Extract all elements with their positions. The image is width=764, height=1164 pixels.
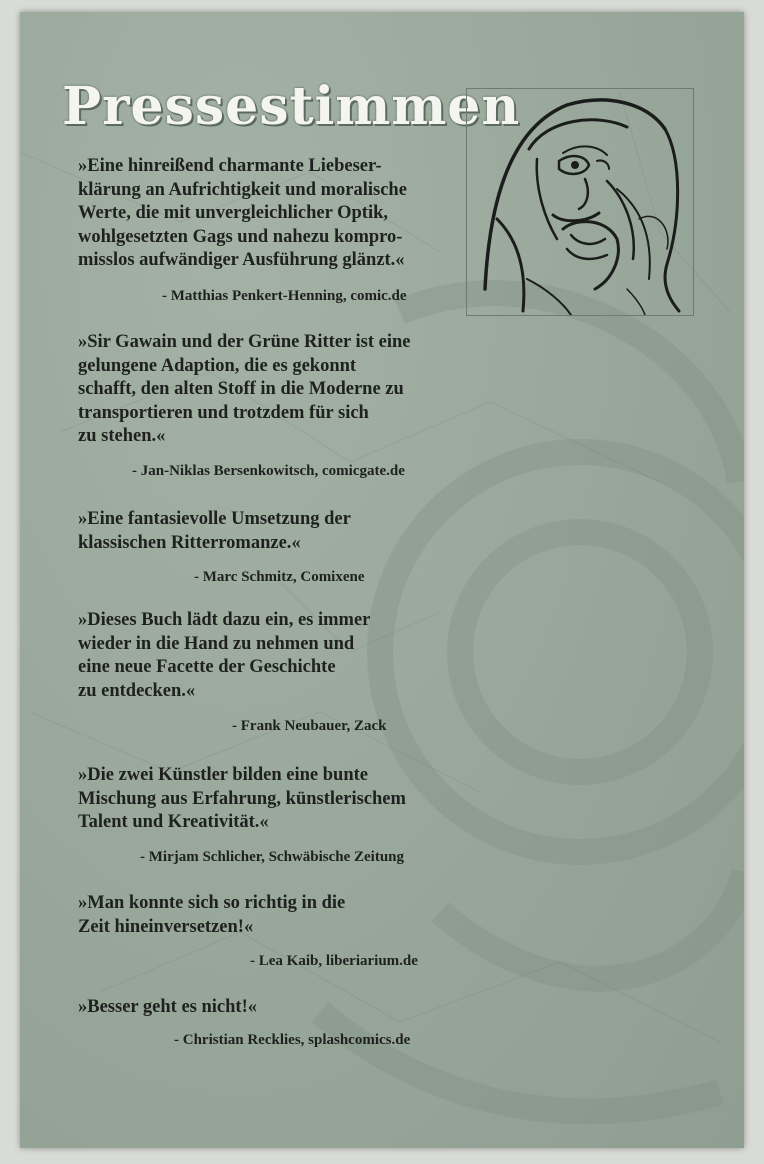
review-source-2: - Jan-Niklas Bersenkowitsch, comicgate.de [132, 463, 405, 479]
review-source-3: - Marc Schmitz, Comixene [194, 569, 365, 585]
review-quote-7: »Besser geht es nicht!« [78, 997, 257, 1017]
review-source-5: - Mirjam Schlicher, Schwäbische Zeitung [140, 849, 405, 865]
review-quote-4: »Dieses Buch lädt dazu ein, es immer wieder in die Hand zu nehmen und eine neue Facette der Geschichte zu entdecken.« [78, 610, 371, 701]
review-quote-1: »Eine hinreißend charmante Liebeser- klärung an Aufrichtigkeit und moralische Werte, die mit unvergleichlicher Optik, wohlgesetzten Gags und nahezu kompro- misslos aufwändiger Ausführung glänzt.« [78, 156, 407, 270]
review-source-6: - Lea Kaib, liberiarium.de [250, 953, 418, 969]
review-quote-5: »Die zwei Künstler bilden eine bunte Mischung aus Erfahrung, künstlerischem Talent und Kreativität.« [78, 765, 406, 832]
press-page [20, 12, 744, 1148]
review-source-7: - Christian Recklies, splashcomics.de [174, 1032, 411, 1048]
review-quote-2: »Sir Gawain und der Grüne Ritter ist eine gelungene Adaption, die es gekonnt schafft, den alten Stoff in die Moderne zu transportieren und trotzdem für sich zu stehen.« [78, 332, 411, 446]
review-source-1: - Matthias Penkert-Henning, comic.de [162, 288, 407, 304]
review-source-4: - Frank Neubauer, Zack [232, 718, 387, 734]
review-quote-6: »Man konnte sich so richtig in die Zeit hineinversetzen!« [78, 893, 346, 937]
page-title: Pressestimmen [62, 76, 521, 137]
gawain-portrait-illustration [466, 88, 694, 316]
review-quote-3: »Eine fantasievolle Umsetzung der klassischen Ritterromanze.« [78, 509, 351, 553]
